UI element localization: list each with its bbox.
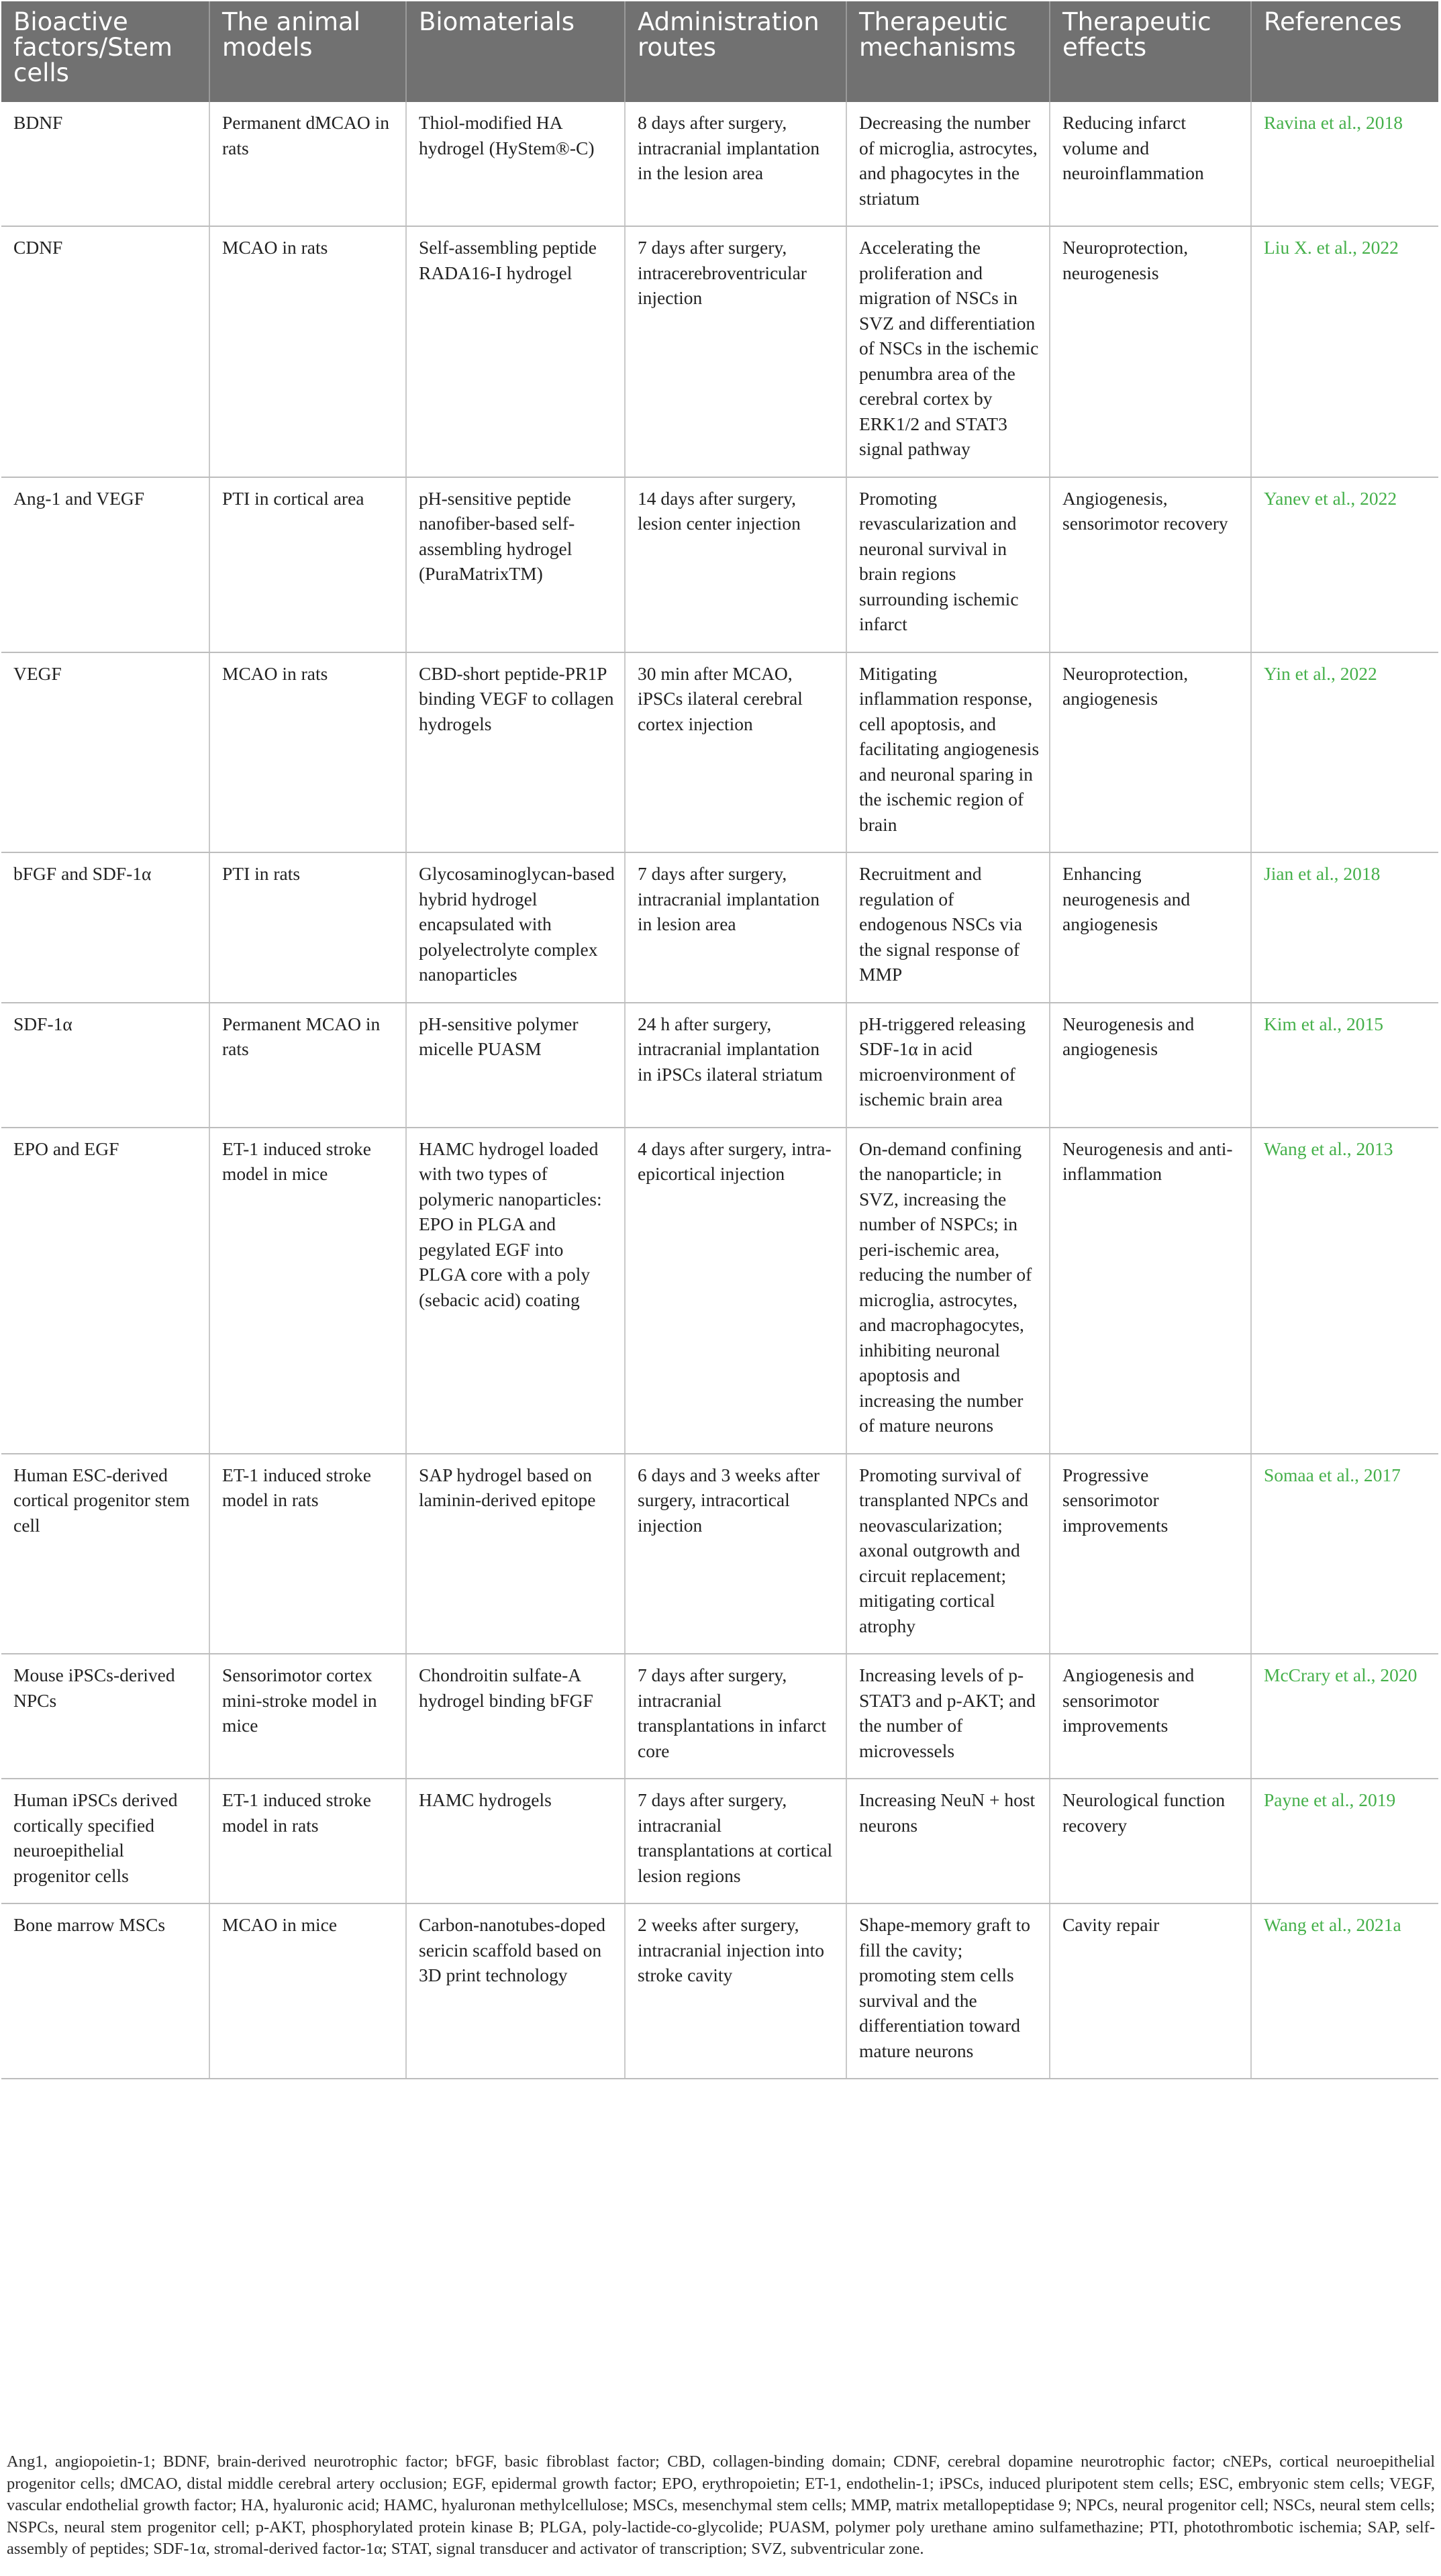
cell-biomaterial: SAP hydrogel based on laminin-derived epitope [406, 1454, 625, 1654]
cell-effect: Neuroprotection, neurogenesis [1050, 226, 1251, 477]
table-row [1, 1903, 1438, 2079]
table-container [1, 1, 1438, 2079]
cell-model: Permanent MCAO in rats [209, 1003, 406, 1128]
cell-model: MCAO in mice [209, 1903, 406, 2079]
cell-mechanism: Increasing NeuN + host neurons [846, 1779, 1050, 1903]
cell-route: 30 min after MCAO, iPSCs ilateral cerebral cortex injection [625, 652, 846, 853]
cell-reference[interactable]: Wang et al., 2021a [1251, 1903, 1438, 2079]
cell-mechanism: pH-triggered releasing SDF-1α in acid microenvironment of ischemic brain area [846, 1003, 1050, 1128]
cell-biomaterial: Thiol-modified HA hydrogel (HyStem®-C) [406, 102, 625, 226]
cell-effect: Neurogenesis and anti-inflammation [1050, 1128, 1251, 1454]
cell-route: 7 days after surgery, intracranial implantation in lesion area [625, 852, 846, 1003]
cell-reference[interactable]: Wang et al., 2013 [1251, 1128, 1438, 1454]
table-row [1, 226, 1438, 477]
table-row [1, 1779, 1438, 1903]
cell-model: Permanent dMCAO in rats [209, 102, 406, 226]
cell-effect: Enhancing neurogenesis and angiogenesis [1050, 852, 1251, 1003]
cell-reference[interactable]: Yanev et al., 2022 [1251, 477, 1438, 652]
cell-mechanism: Promoting revascularization and neuronal survival in brain regions surrounding ischemic infarct [846, 477, 1050, 652]
cell-effect: Angiogenesis, sensorimotor recovery [1050, 477, 1251, 652]
cell-mechanism: Shape-memory graft to fill the cavity; promoting stem cells survival and the differentiation toward mature neurons [846, 1903, 1050, 2079]
cell-factor: Human iPSCs derived cortically specified neuroepithelial progenitor cells [1, 1779, 209, 1903]
cell-effect: Progressive sensorimotor improvements [1050, 1454, 1251, 1654]
cell-biomaterial: Self-assembling peptide RADA16-I hydrogel [406, 226, 625, 477]
cell-factor: bFGF and SDF-1α [1, 852, 209, 1003]
table-row [1, 652, 1438, 853]
cell-biomaterial: HAMC hydrogel loaded with two types of polymeric nanoparticles: EPO in PLGA and pegylated EGF into PLGA core with a poly (sebacic acid) coating [406, 1128, 625, 1454]
cell-factor: Ang-1 and VEGF [1, 477, 209, 652]
cell-biomaterial: HAMC hydrogels [406, 1779, 625, 1903]
cell-route: 7 days after surgery, intracranial transplantations at cortical lesion regions [625, 1779, 846, 1903]
cell-model: PTI in cortical area [209, 477, 406, 652]
cell-model: ET-1 induced stroke model in mice [209, 1128, 406, 1454]
cell-reference[interactable]: Payne et al., 2019 [1251, 1779, 1438, 1903]
cell-biomaterial: Glycosaminoglycan-based hybrid hydrogel encapsulated with polyelectrolyte complex nanoparticles [406, 852, 625, 1003]
cell-route: 4 days after surgery, intra-epicortical injection [625, 1128, 846, 1454]
data-table [1, 1, 1438, 2079]
cell-mechanism: Promoting survival of transplanted NPCs and neovascularization; axonal outgrowth and circuit replacement; mitigating cortical atrophy [846, 1454, 1050, 1654]
header-effect: Therapeutic effects [1050, 1, 1251, 102]
cell-route: 7 days after surgery, intracerebroventricular injection [625, 226, 846, 477]
cell-factor: CDNF [1, 226, 209, 477]
cell-route: 2 weeks after surgery, intracranial injection into stroke cavity [625, 1903, 846, 2079]
cell-factor: BDNF [1, 102, 209, 226]
table-row [1, 102, 1438, 226]
header-factor: Bioactive factors/Stem cells [1, 1, 209, 102]
header-biomaterial: Biomaterials [406, 1, 625, 102]
header-reference: References [1251, 1, 1438, 102]
cell-mechanism: Accelerating the proliferation and migration of NSCs in SVZ and differentiation of NSCs in the ischemic penumbra area of the cerebral cortex by ERK1/2 and STAT3 signal pathway [846, 226, 1050, 477]
cell-reference[interactable]: Jian et al., 2018 [1251, 852, 1438, 1003]
table-row [1, 477, 1438, 652]
cell-model: ET-1 induced stroke model in rats [209, 1454, 406, 1654]
cell-factor: Bone marrow MSCs [1, 1903, 209, 2079]
cell-factor: Mouse iPSCs-derived NPCs [1, 1654, 209, 1779]
cell-effect: Cavity repair [1050, 1903, 1251, 2079]
cell-mechanism: Increasing levels of p-STAT3 and p-AKT; and the number of microvessels [846, 1654, 1050, 1779]
header-route: Administration routes [625, 1, 846, 102]
cell-route: 6 days and 3 weeks after surgery, intracortical injection [625, 1454, 846, 1654]
cell-reference[interactable]: Somaa et al., 2017 [1251, 1454, 1438, 1654]
cell-model: ET-1 induced stroke model in rats [209, 1779, 406, 1903]
cell-model: Sensorimotor cortex mini-stroke model in mice [209, 1654, 406, 1779]
cell-route: 24 h after surgery, intracranial implantation in iPSCs ilateral striatum [625, 1003, 846, 1128]
cell-route: 14 days after surgery, lesion center injection [625, 477, 846, 652]
cell-mechanism: On-demand confining the nanoparticle; in SVZ, increasing the number of NSPCs; in peri-ischemic area, reducing the number of microglia, astrocytes, and macrophagocytes, inhibiting neuronal apoptosis and increasing the number of mature neurons [846, 1128, 1050, 1454]
cell-biomaterial: pH-sensitive polymer micelle PUASM [406, 1003, 625, 1128]
cell-reference[interactable]: McCrary et al., 2020 [1251, 1654, 1438, 1779]
cell-effect: Reducing infarct volume and neuroinflammation [1050, 102, 1251, 226]
table-row [1, 1128, 1438, 1454]
cell-reference[interactable]: Yin et al., 2022 [1251, 652, 1438, 853]
table-row [1, 852, 1438, 1003]
cell-factor: Human ESC-derived cortical progenitor stem cell [1, 1454, 209, 1654]
cell-effect: Neuroprotection, angiogenesis [1050, 652, 1251, 853]
cell-mechanism: Mitigating inflammation response, cell apoptosis, and facilitating angiogenesis and neuronal sparing in the ischemic region of brain [846, 652, 1050, 853]
cell-effect: Angiogenesis and sensorimotor improvements [1050, 1654, 1251, 1779]
cell-biomaterial: Carbon-nanotubes-doped sericin scaffold based on 3D print technology [406, 1903, 625, 2079]
header-model: The animal models [209, 1, 406, 102]
cell-factor: SDF-1α [1, 1003, 209, 1128]
cell-reference[interactable]: Ravina et al., 2018 [1251, 102, 1438, 226]
cell-biomaterial: pH-sensitive peptide nanofiber-based self-assembling hydrogel (PuraMatrixTM) [406, 477, 625, 652]
table-header [1, 1, 1438, 102]
cell-model: MCAO in rats [209, 652, 406, 853]
table-row [1, 1454, 1438, 1654]
cell-factor: VEGF [1, 652, 209, 853]
cell-reference[interactable]: Liu X. et al., 2022 [1251, 226, 1438, 477]
table-body [1, 102, 1438, 2079]
cell-mechanism: Recruitment and regulation of endogenous NSCs via the signal response of MMP [846, 852, 1050, 1003]
cell-effect: Neurological function recovery [1050, 1779, 1251, 1903]
cell-factor: EPO and EGF [1, 1128, 209, 1454]
cell-model: PTI in rats [209, 852, 406, 1003]
cell-effect: Neurogenesis and angiogenesis [1050, 1003, 1251, 1128]
cell-biomaterial: CBD-short peptide-PR1P binding VEGF to collagen hydrogels [406, 652, 625, 853]
table-row [1, 1654, 1438, 1779]
cell-mechanism: Decreasing the number of microglia, astrocytes, and phagocytes in the striatum [846, 102, 1050, 226]
cell-route: 8 days after surgery, intracranial implantation in the lesion area [625, 102, 846, 226]
cell-reference[interactable]: Kim et al., 2015 [1251, 1003, 1438, 1128]
cell-model: MCAO in rats [209, 226, 406, 477]
header-mechanism: Therapeutic mechanisms [846, 1, 1050, 102]
header-row [1, 1, 1438, 102]
table-footnote: Ang1, angiopoietin-1; BDNF, brain-derived neurotrophic factor; bFGF, basic fibroblast factor; CBD, collagen-binding domain; CDNF, cerebral dopamine neurotrophic factor; cNEPs, cortical neuroepithelial progenitor cells; dMCAO, distal middle cerebral artery occlusion; EGF, epidermal growth factor; EPO, erythropoietin; ET-1, endothelin-1; iPSCs, induced pluripotent stem cells; ESC, embryonic stem cells; VEGF, vascular endothelial growth factor; HA, hyaluronic acid; HAMC, hyaluronan methylcellulose; MSCs, mesenchymal stem cells; MMP, matrix metallopeptidase 9; NPCs, neural progenitor cell; NSCs, neural stem cells; NSPCs, neural stem progenitor cell; p-AKT, phosphorylated protein kinase B; PLGA, poly-lactide-co-glycolide; PUASM, polymer poly urethane amino sulfamethazine; PTI, photothrombotic ischemia; SAP, self-assembly of peptides; SDF-1α, stromal-derived factor-1α; STAT, signal transducer and activator of transcription; SVZ, subventricular zone. [7, 2453, 1435, 2558]
cell-biomaterial: Chondroitin sulfate-A hydrogel binding bFGF [406, 1654, 625, 1779]
cell-route: 7 days after surgery, intracranial transplantations in infarct core [625, 1654, 846, 1779]
table-row [1, 1003, 1438, 1128]
